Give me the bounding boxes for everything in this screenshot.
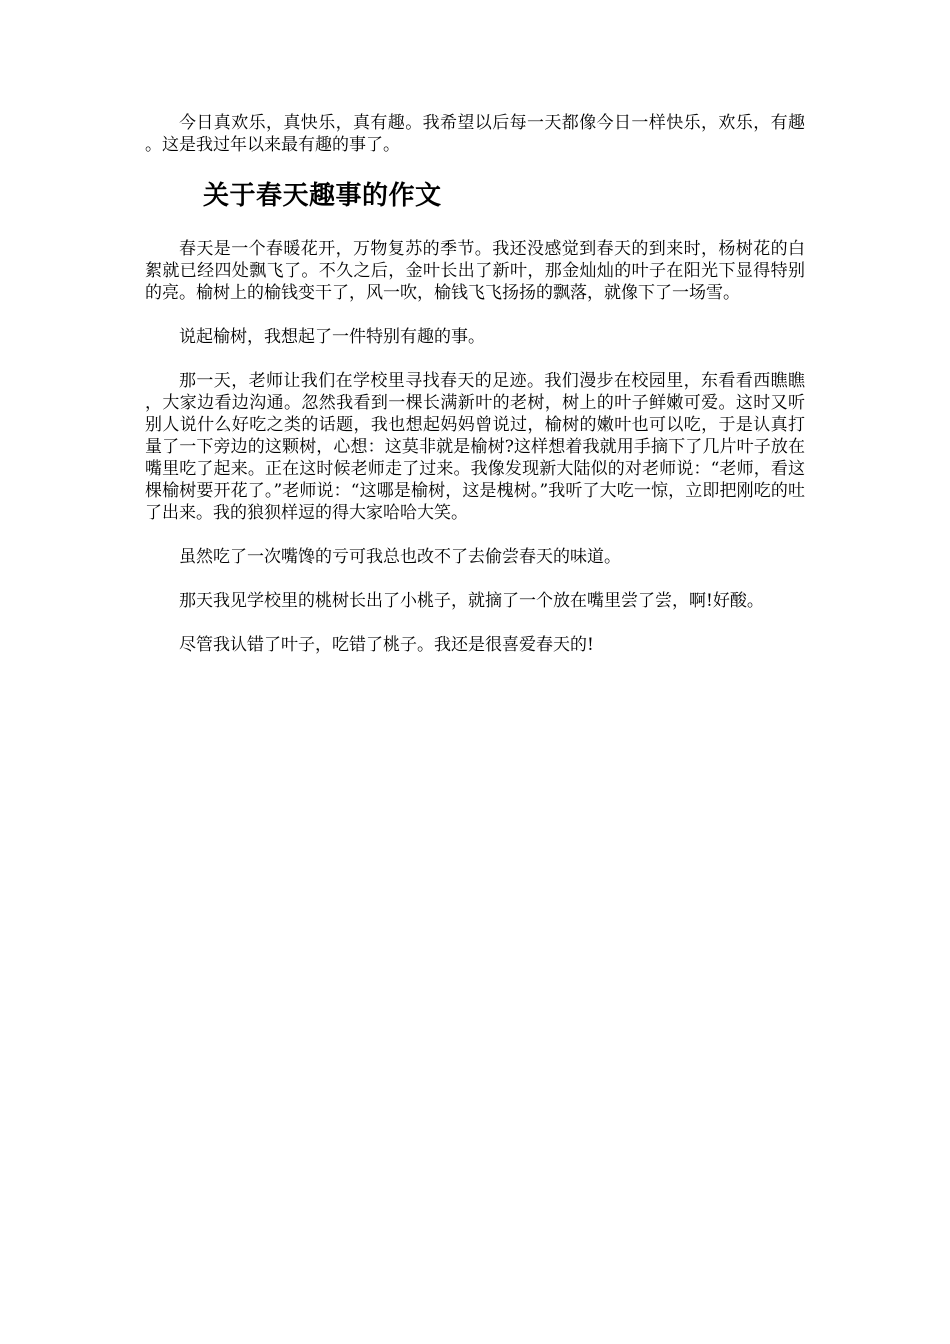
body-paragraph-3: 那一天，老师让我们在学校里寻找春天的足迹。我们漫步在校园里，东看看西瞧瞧，大家边看边沟通。忽然我看到一棵长满新叶的老树，树上的叶子鲜嫩可爱。这时又听别人说什么好吃之类的话题，我也想起妈妈曾说过，榆树的嫩叶也可以吃，于是认真打量了一下旁边的这颗树，心想：这莫非就是榆树?这样想着我就用手摘下了几片叶子放在嘴里吃了起来。正在这时候老师走了过来。我像发现新大陆似的对老师说：“老师，看这棵榆树要开花了。”老师说：“这哪是榆树，这是槐树。”我听了大吃一惊，立即把刚吃的吐了出来。我的狼狈样逗的得大家哈哈大笑。 [145,371,805,523]
body-paragraph-5: 那天我见学校里的桃树长出了小桃子，就摘了一个放在嘴里尝了尝，啊!好酸。 [179,591,764,611]
intro-paragraph: 今日真欢乐，真快乐，真有趣。我希望以后每一天都像今日一样快乐，欢乐，有趣。这是我过年以来最有趣的事了。 [145,113,805,155]
body-paragraph-4: 虽然吃了一次嘴馋的亏可我总也改不了去偷尝春天的味道。 [179,547,621,567]
body-paragraph-2: 说起榆树，我想起了一件特别有趣的事。 [179,327,485,347]
paragraph-spacer [145,348,805,370]
paragraph-spacer [145,524,805,546]
paragraph-spacer [145,304,805,326]
body-paragraph-1: 春天是一个春暖花开，万物复苏的季节。我还没感觉到春天的到来时，杨树花的白絮就已经四处飘飞了。不久之后，金叶长出了新叶，那金灿灿的叶子在阳光下显得特别的亮。榆树上的榆钱变干了，风一吹，榆钱飞飞扬扬的飘落，就像下了一场雪。 [145,239,805,303]
paragraph-spacer [145,612,805,634]
document-page [145,112,805,656]
paragraph-spacer [145,568,805,590]
article-title: 关于春天趣事的作文 [203,181,442,211]
body-paragraph-6: 尽管我认错了叶子，吃错了桃子。我还是很喜爱春天的! [179,635,594,655]
